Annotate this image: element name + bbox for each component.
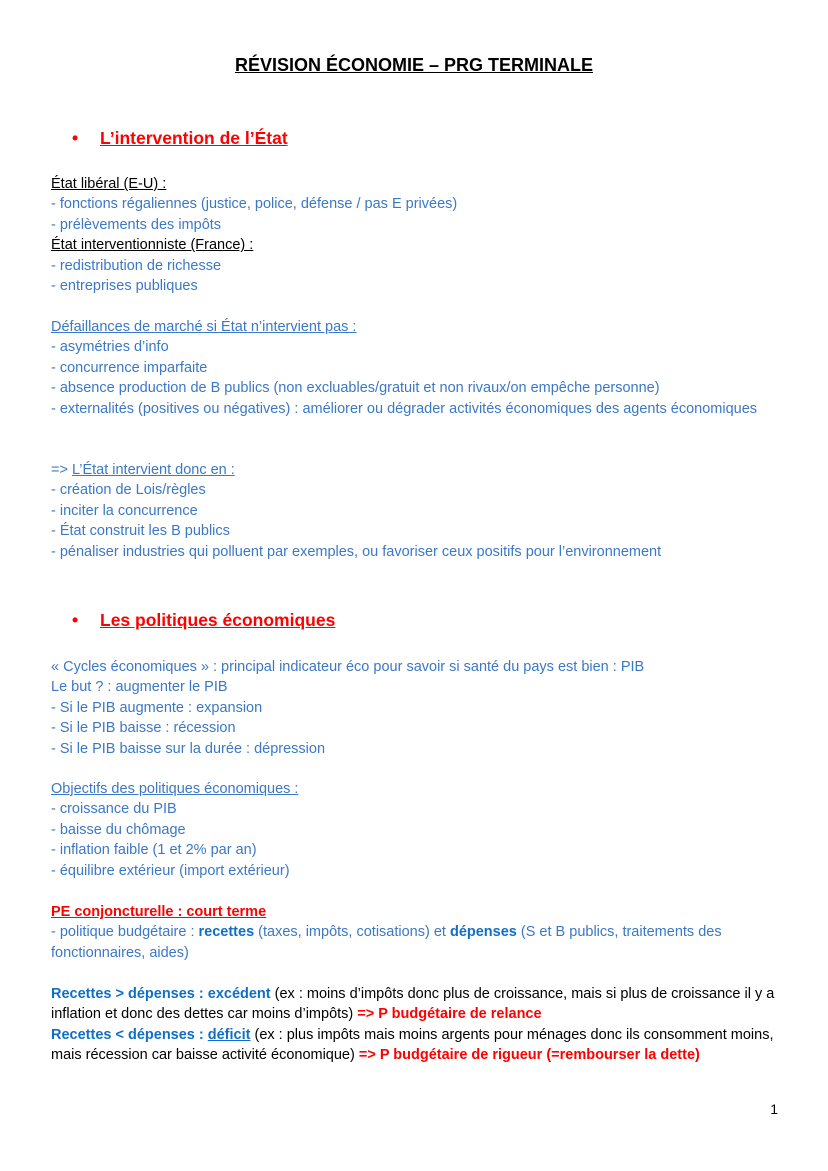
excedent-deficit-block xyxy=(51,984,781,1066)
list-item: - équilibre extérieur (import extérieur) xyxy=(51,862,290,879)
budget-end: (S et B publics, traitements des fonctionnaires, aides) xyxy=(51,924,722,961)
page-number: 1 xyxy=(770,1101,778,1117)
defaillances-label: Défaillances de marché si État n’intervient pas : xyxy=(51,319,357,335)
section-heading-intervention xyxy=(72,128,288,149)
intervient-heading xyxy=(51,460,781,480)
deficit-paragraph xyxy=(51,1025,781,1066)
list-item: - croissance du PIB xyxy=(51,801,177,818)
recettes-term: recettes xyxy=(198,924,255,941)
excedent-term: Recettes > dépenses : excédent xyxy=(51,986,271,1002)
depenses-term: dépenses xyxy=(449,924,517,941)
intervention-means-block xyxy=(51,460,781,562)
cycles-line: - Si le PIB baisse sur la durée : dépression xyxy=(51,740,326,757)
bullet-icon: • xyxy=(72,610,79,630)
cycles-block xyxy=(51,657,781,759)
cycles-line: - Si le PIB baisse : récession xyxy=(51,720,236,737)
document-title: RÉVISION ÉCONOMIE – PRG TERMINALE xyxy=(234,55,594,75)
cycles-line: - Si le PIB augmente : expansion xyxy=(51,699,263,716)
bullet-icon: • xyxy=(72,128,79,148)
deficit-term-prefix: Recettes < dépenses : xyxy=(51,1026,208,1043)
budget-mid: (taxes, impôts, cotisations) et xyxy=(254,924,450,941)
etat-types-block xyxy=(51,174,781,296)
list-item: - inflation faible (1 et 2% par an) xyxy=(51,842,257,859)
list-item: - État construit les B publics xyxy=(51,523,230,540)
list-item: - baisse du chômage xyxy=(51,821,186,838)
list-item: - inciter la concurrence xyxy=(51,502,198,519)
deficit-term: déficit xyxy=(207,1026,251,1043)
list-item: - entreprises publiques xyxy=(51,278,198,295)
rigueur-term: => P budgétaire de rigueur (=rembourser la dette) xyxy=(358,1047,700,1064)
list-item: - absence production de B publics (non excluables/gratuit et non rivaux/on empêche personne) xyxy=(51,380,660,397)
list-item: - externalités (positives ou négatives) : améliorer ou dégrader activités économiques des agents économiques xyxy=(51,400,758,417)
cycles-line: Le but ? : augmenter le PIB xyxy=(51,679,228,696)
budget-prefix: - politique budgétaire : xyxy=(51,924,199,941)
objectifs-label: Objectifs des politiques économiques : xyxy=(51,781,299,797)
pe-label: PE conjoncturelle : court terme xyxy=(51,904,267,920)
list-item: - redistribution de richesse xyxy=(51,257,222,274)
defaillances-block xyxy=(51,317,781,419)
section-heading-text: L’intervention de l’État xyxy=(100,128,288,148)
list-item: - asymétries d’info xyxy=(51,339,169,356)
list-item: - concurrence imparfaite xyxy=(51,359,208,376)
intervient-label: L’État intervient donc en : xyxy=(71,462,235,478)
list-item: - création de Lois/règles xyxy=(51,482,206,499)
excedent-text: (ex : moins d’impôts donc plus de croissance, mais si plus de croissance il y a inflation et donc des dettes car moins d’impôts) xyxy=(51,986,775,1023)
etat-liberal-label: État libéral (E-U) : xyxy=(51,176,167,192)
list-item: - fonctions régaliennes (justice, police, défense / pas E privées) xyxy=(51,196,458,213)
etat-interventionniste-label: État interventionniste (France) : xyxy=(51,237,254,254)
excedent-paragraph xyxy=(51,984,781,1025)
arrow-prefix: => xyxy=(51,462,72,478)
pe-conjoncturelle-block xyxy=(51,902,781,963)
section-heading-politiques xyxy=(72,610,335,631)
list-item: - pénaliser industries qui polluent par exemples, ou favoriser ceux positifs pour l’environnement xyxy=(51,543,662,560)
list-item: - prélèvements des impôts xyxy=(51,216,222,233)
objectifs-block xyxy=(51,779,781,881)
relance-term: => P budgétaire de relance xyxy=(357,1006,542,1023)
section-heading-text: Les politiques économiques xyxy=(100,610,336,630)
deficit-text: (ex : plus impôts mais moins argents pour ménages donc ils consomment moins, mais récession car baisse activité économique) xyxy=(51,1026,774,1064)
politique-budgetaire-line xyxy=(51,922,781,963)
cycles-line: « Cycles économiques » : principal indicateur éco pour savoir si santé du pays est bien : PIB xyxy=(51,659,645,675)
